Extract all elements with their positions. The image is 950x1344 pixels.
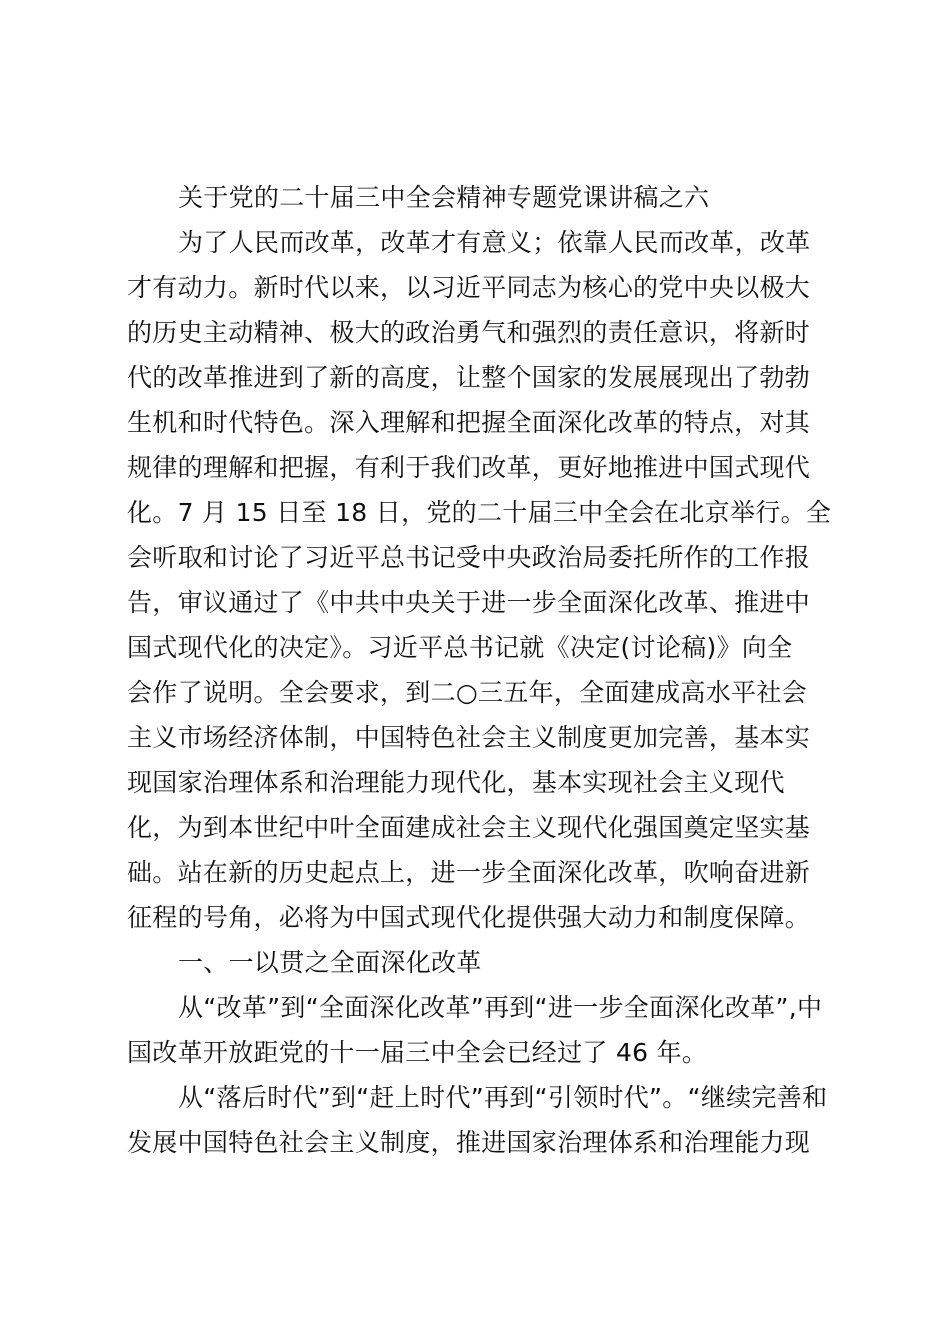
paragraph-line: 生机和时代特色。深入理解和把握全面深化改革的特点，对其 [127,408,811,437]
paragraph-line: 现国家治理体系和治理能力现代化，基本实现社会主义现代 [127,768,785,797]
paragraph-line: 的历史主动精神、极大的政治勇气和强烈的责任意识，将新时 [127,318,811,347]
paragraph-line: 告，审议通过了《中共中央关于进一步全面深化改革、推进中 [127,588,811,617]
paragraph-line: 会作了说明。全会要求，到二○三五年，全面建成高水平社会 [127,678,807,707]
paragraph-line: 主义市场经济体制，中国特色社会主义制度更加完善，基本实 [127,723,811,752]
paragraph-line: 国改革开放距党的十一届三中全会已经过了 46 年。 [127,1038,708,1067]
paragraph-line: 才有动力。新时代以来，以习近平同志为核心的党中央以极大 [127,273,811,302]
paragraph-line: 代的改革推进到了新的高度，让整个国家的发展展现出了勃勃 [127,363,811,392]
paragraph-line: 从“改革”到“全面深化改革”再到“进一步全面深化改革”,中 [178,993,823,1022]
paragraph-line: 化。7 月 15 日至 18 日，党的二十届三中全会在北京举行。全 [127,498,832,527]
paragraph-line: 会听取和讨论了习近平总书记受中央政治局委托所作的工作报 [127,543,811,572]
document-title: 关于党的二十届三中全会精神专题党课讲稿之六 [178,183,710,212]
paragraph-line: 发展中国特色社会主义制度，推进国家治理体系和治理能力现 [127,1128,811,1157]
paragraph-line: 征程的号角，必将为中国式现代化提供强大动力和制度保障。 [127,903,811,932]
paragraph-line: 础。站在新的历史起点上，进一步全面深化改革，吹响奋进新 [127,858,811,887]
paragraph-line: 从“落后时代”到“赶上时代”再到“引领时代”。“继续完善和 [178,1083,828,1112]
paragraph-line: 规律的理解和把握，有利于我们改革，更好地推进中国式现代 [127,453,811,482]
paragraph-line: 国式现代化的决定》。习近平总书记就《决定(讨论稿)》向全 [127,633,793,662]
section-heading: 一、一以贯之全面深化改革 [178,948,482,977]
paragraph-line: 为了人民而改革，改革才有意义；依靠人民而改革，改革 [178,228,811,257]
paragraph-line: 化，为到本世纪中叶全面建成社会主义现代化强国奠定坚实基 [127,813,811,842]
